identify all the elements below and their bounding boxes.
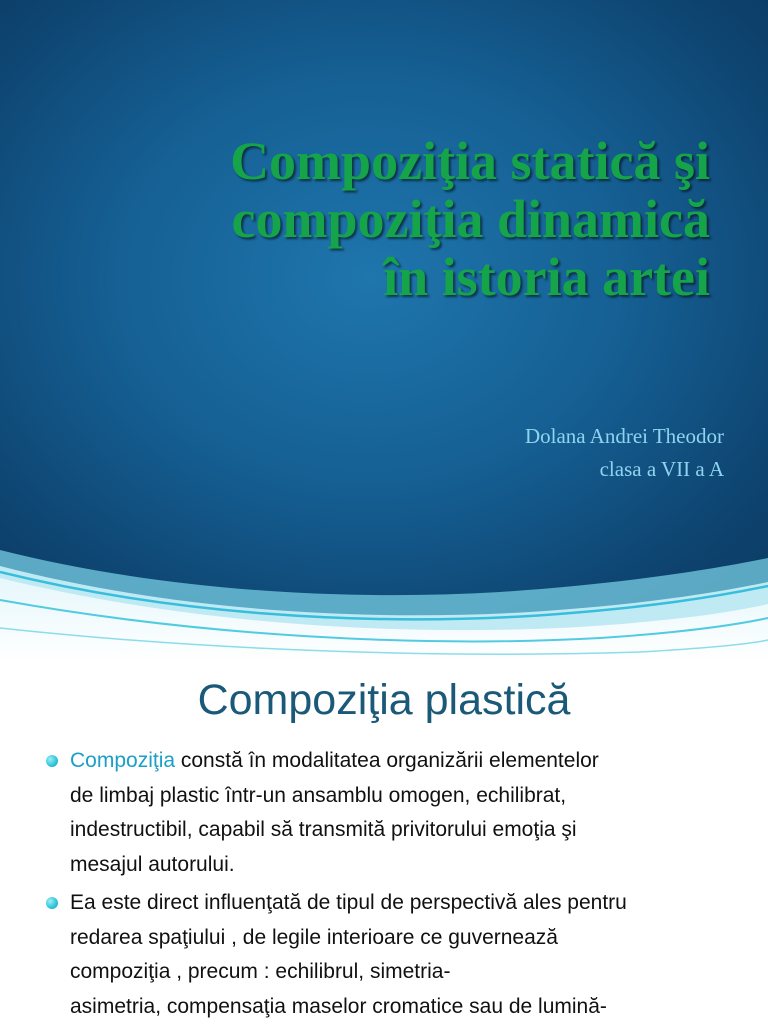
- bullet-icon: [46, 897, 58, 909]
- title-line: Compoziţia statică şi: [230, 131, 710, 191]
- content-slide: [0, 662, 768, 1024]
- wave-decoration: [0, 540, 768, 662]
- bullet-list: [46, 744, 758, 1028]
- class-label: clasa a VII a A: [599, 457, 724, 481]
- bullet-item: [46, 886, 758, 1024]
- slide-subtitle: [300, 420, 724, 486]
- highlighted-term: Compoziţia: [70, 749, 176, 772]
- bullet-line: mesajul autorului.: [70, 852, 235, 876]
- bullet-line: [70, 744, 758, 779]
- bullet-line: indestructibil, capabil să transmită privitorului emoţia şi: [70, 818, 577, 841]
- author-name: Dolana Andrei Theodor: [524, 424, 724, 448]
- title-line: în istoria artei: [383, 247, 710, 307]
- bullet-line: redarea spaţiului , de legile interioare ce guvernează: [70, 925, 558, 949]
- bullet-line: asimetria, compensaţia maselor cromatice sau de lumină-: [70, 994, 607, 1018]
- slide-title: [120, 132, 710, 306]
- content-slide-title: Compoziţia plastică: [197, 676, 571, 724]
- bullet-line: de limbaj plastic într-un ansamblu omogen, echilibrat,: [70, 783, 567, 807]
- bullet-item: [46, 744, 758, 882]
- bullet-line: Ea este direct influenţată de tipul de perspectivă ales pentru: [70, 891, 627, 914]
- title-line: compoziţia dinamică: [231, 189, 710, 249]
- bullet-text: constă în modalitatea organizării elementelor: [175, 749, 599, 772]
- bullet-line: compoziţia , precum : echilibrul, simetria-: [70, 960, 451, 983]
- bullet-icon: [46, 755, 58, 767]
